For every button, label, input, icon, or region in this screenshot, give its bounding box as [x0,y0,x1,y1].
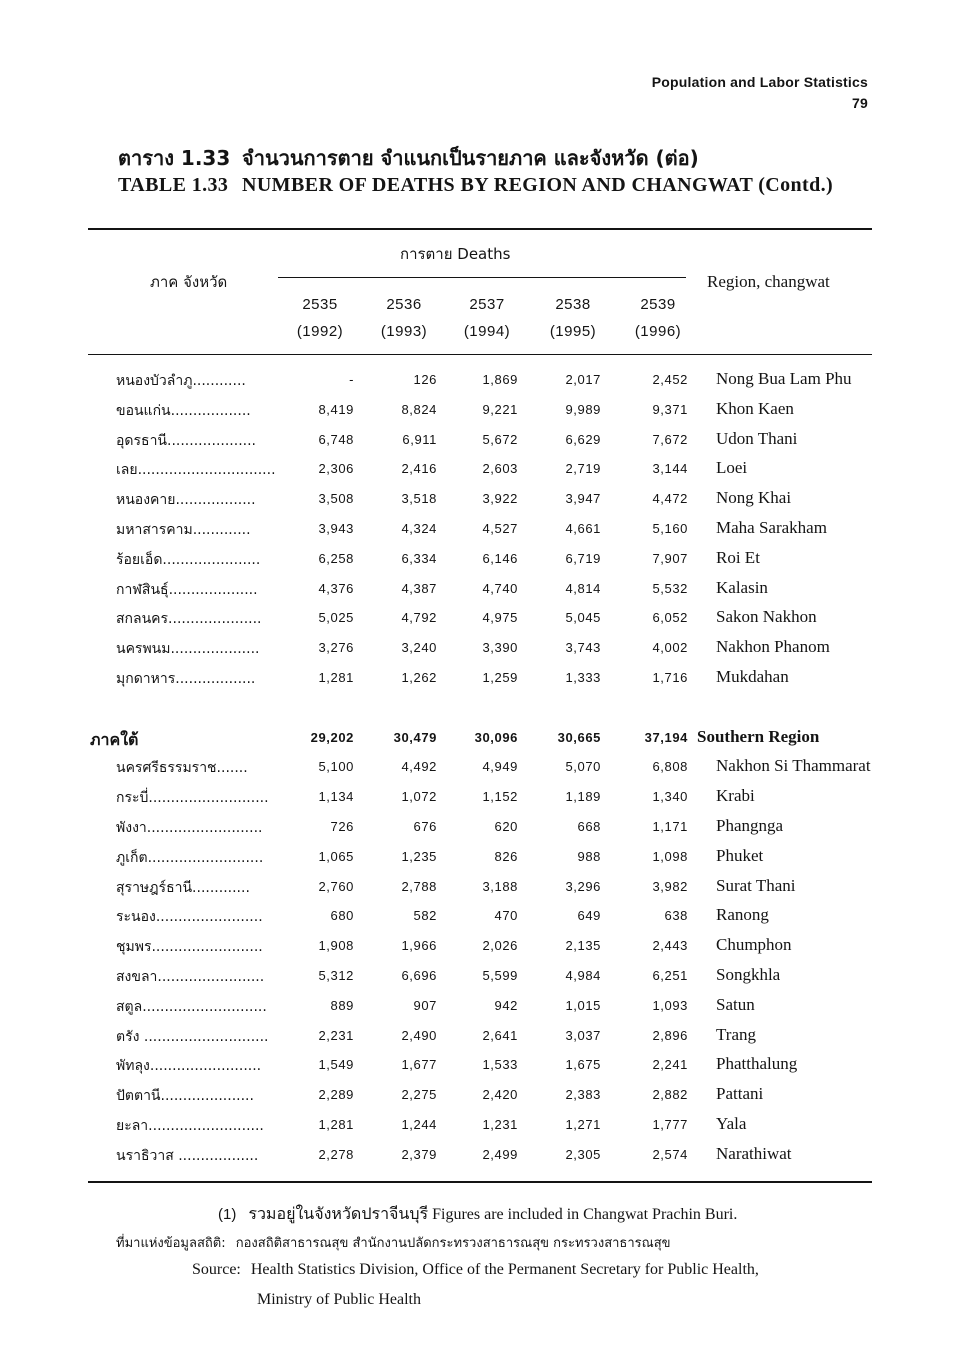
deaths-header: การตาย Deaths [400,245,511,263]
deaths-value-2535: 1,908 [318,938,354,953]
changwat-name-thai: พัทลุง......................... [116,1058,262,1074]
deaths-value-2536: 1,966 [401,938,437,953]
deaths-value-2536: 30,479 [393,730,437,745]
deaths-value-2536: 4,387 [401,581,437,596]
table-row [0,845,966,873]
header-bottom-rule [88,354,872,355]
table-row [0,785,966,813]
table-row [0,815,966,843]
changwat-name-thai: กระบี่........................... [116,790,269,806]
deaths-value-2535: 1,134 [318,789,354,804]
deaths-value-2539: 1,171 [652,819,688,834]
deaths-value-2539: 4,472 [652,491,688,506]
table-row [0,487,966,515]
deaths-value-2538: 1,189 [565,789,601,804]
deaths-value-2537: 1,231 [482,1117,518,1132]
deaths-value-2535: 2,278 [318,1147,354,1162]
source-thai-text: กองสถิติสาธารณสุข สำนักงานปลัดกระทรวงสาธารณสุข กระทรวงสาธารณสุข [235,1236,671,1251]
deaths-value-2536: 1,262 [401,670,437,685]
deaths-value-2536: 2,275 [401,1087,437,1102]
source-english [192,1261,759,1279]
deaths-value-2539: 638 [664,908,688,923]
deaths-value-2539: 4,002 [652,640,688,655]
deaths-value-2538: 4,984 [565,968,601,983]
changwat-name-english: Krabi [716,786,755,805]
changwat-name-thai: มหาสารคาม............. [116,522,251,538]
changwat-name-english: Phuket [716,846,764,865]
deaths-value-2538: 3,037 [565,1028,601,1043]
changwat-name-english: Narathiwat [716,1144,792,1163]
deaths-value-2535: 5,025 [318,610,354,625]
year-ce-1996: (1996) [634,323,682,340]
deaths-value-2536: 6,334 [401,551,437,566]
deaths-value-2536: 4,324 [401,521,437,536]
deaths-value-2538: 2,719 [565,461,601,476]
deaths-value-2535: 3,508 [318,491,354,506]
running-head [652,72,868,114]
deaths-value-2538: 1,333 [565,670,601,685]
table-title-thai-text: จำนวนการตาย จำแนกเป็นรายภาค และจังหวัด (ต่อ) [242,146,699,170]
deaths-value-2536: 8,824 [401,402,437,417]
year-be-2538: 2538 [555,296,591,313]
footnote-text: รวมอยู่ในจังหวัดปราจีนบุรี Figures are included in Changwat Prachin Buri. [248,1206,738,1223]
table-top-rule [88,228,872,230]
deaths-value-2537: 6,146 [482,551,518,566]
deaths-value-2535: 1,281 [318,670,354,685]
deaths-value-2537: 826 [494,849,518,864]
deaths-value-2539: 1,340 [652,789,688,804]
source-thai-label: ที่มาแห่งข้อมูลสถิติ: [116,1236,226,1251]
deaths-value-2539: 1,093 [652,998,688,1013]
changwat-name-english: Chumphon [716,935,792,954]
changwat-name-english: Khon Kaen [716,399,794,418]
source-thai [116,1232,671,1253]
changwat-name-english: Nakhon Phanom [716,637,830,656]
deaths-value-2539: 2,574 [652,1147,688,1162]
deaths-value-2535: 1,281 [318,1117,354,1132]
table-row [0,1113,966,1141]
deaths-value-2536: 1,235 [401,849,437,864]
source-english-line-1: Health Statistics Division, Office of the Permanent Secretary for Public Health, [250,1261,759,1278]
deaths-value-2538: 2,305 [565,1147,601,1162]
footnote-marker: (1) [218,1206,237,1223]
table-row [0,517,966,545]
deaths-value-2536: 1,244 [401,1117,437,1132]
table-row [0,1053,966,1081]
deaths-value-2538: 3,947 [565,491,601,506]
table-row [0,577,966,605]
changwat-name-english: Nong Bua Lam Phu [716,369,852,388]
deaths-value-2537: 5,672 [482,432,518,447]
year-be-2539: 2539 [640,296,676,313]
table-row [0,368,966,396]
changwat-name-english: Nong Khai [716,488,792,507]
deaths-value-2536: 1,072 [401,789,437,804]
deaths-value-2539: 2,443 [652,938,688,953]
changwat-name-english: Surat Thani [716,876,796,895]
deaths-value-2538: 9,989 [565,402,601,417]
changwat-name-thai: ระนอง........................ [116,909,263,925]
changwat-name-english: Maha Sarakham [716,518,827,537]
deaths-value-2535: 5,100 [318,759,354,774]
deaths-value-2538: 1,271 [565,1117,601,1132]
table-row [0,636,966,664]
deaths-value-2538: 4,661 [565,521,601,536]
deaths-value-2538: 649 [577,908,601,923]
deaths-value-2535: 3,943 [318,521,354,536]
deaths-value-2536: 676 [413,819,437,834]
deaths-value-2536: 2,788 [401,879,437,894]
deaths-value-2535: 2,289 [318,1087,354,1102]
deaths-value-2536: 3,518 [401,491,437,506]
table-row [0,398,966,426]
changwat-name-english: Loei [716,458,748,477]
deaths-value-2539: 9,371 [652,402,688,417]
deaths-value-2539: 6,052 [652,610,688,625]
changwat-name-thai: ปัตตานี..................... [116,1088,254,1104]
deaths-value-2537: 4,949 [482,759,518,774]
changwat-name-thai: พังงา.......................... [116,820,263,836]
changwat-name-thai: ชุมพร......................... [116,939,263,955]
deaths-value-2538: 5,045 [565,610,601,625]
deaths-value-2539: 37,194 [644,730,688,745]
deaths-value-2537: 1,869 [482,372,518,387]
changwat-name-thai: อุดรธานี.................... [116,433,256,449]
table-row [0,934,966,962]
deaths-value-2535: 2,306 [318,461,354,476]
deaths-value-2538: 988 [577,849,601,864]
region-row [0,726,966,754]
table-row [0,904,966,932]
changwat-name-thai: ตรัง ............................ [116,1029,269,1045]
deaths-value-2537: 1,259 [482,670,518,685]
deaths-span-rule [278,277,686,278]
deaths-value-2538: 2,017 [565,372,601,387]
deaths-value-2539: 7,907 [652,551,688,566]
deaths-value-2539: 3,982 [652,879,688,894]
changwat-name-thai: กาฬสินธุ์.................... [116,582,258,598]
deaths-value-2535: 1,065 [318,849,354,864]
changwat-name-english: Trang [716,1025,756,1044]
deaths-value-2537: 30,096 [474,730,518,745]
changwat-name-thai: เลย............................... [116,462,276,478]
deaths-value-2538: 2,135 [565,938,601,953]
deaths-value-2538: 5,070 [565,759,601,774]
changwat-name-thai: นราธิวาส .................. [116,1148,259,1164]
deaths-value-2537: 4,527 [482,521,518,536]
deaths-value-2539: 2,241 [652,1057,688,1072]
deaths-value-2538: 3,743 [565,640,601,655]
deaths-value-2537: 942 [494,998,518,1013]
deaths-value-2535: 726 [330,819,354,834]
year-ce-1994: (1994) [463,323,511,340]
table-row [0,755,966,783]
deaths-value-2535: 1,549 [318,1057,354,1072]
deaths-value-2539: 1,098 [652,849,688,864]
deaths-value-2539: 1,777 [652,1117,688,1132]
deaths-value-2535: 3,276 [318,640,354,655]
table-title-english [118,174,833,197]
deaths-value-2536: 6,696 [401,968,437,983]
table-row [0,875,966,903]
page-number: 79 [852,95,868,111]
deaths-value-2535: 4,376 [318,581,354,596]
deaths-value-2539: 3,144 [652,461,688,476]
year-be-2537: 2537 [469,296,505,313]
deaths-value-2536: 582 [413,908,437,923]
table-row [0,606,966,634]
changwat-name-english: Roi Et [716,548,760,567]
publication-name: Population and Labor Statistics [651,74,868,90]
deaths-value-2536: 907 [413,998,437,1013]
deaths-value-2535: 889 [330,998,354,1013]
year-be-2536: 2536 [386,296,422,313]
deaths-value-2535: 2,760 [318,879,354,894]
changwat-name-thai: สกลนคร..................... [116,611,262,627]
deaths-value-2537: 2,026 [482,938,518,953]
changwat-name-english: Ranong [716,905,769,924]
table-row [0,1083,966,1111]
changwat-name-english: Kalasin [716,578,768,597]
deaths-value-2538: 1,675 [565,1057,601,1072]
deaths-value-2537: 3,922 [482,491,518,506]
deaths-value-2536: 3,240 [401,640,437,655]
table-title-english-text: NUMBER OF DEATHS BY REGION AND CHANGWAT (Contd.) [242,174,834,196]
changwat-name-english: Satun [716,995,755,1014]
footnote-1 [218,1202,737,1227]
changwat-name-english: Phatthalung [716,1054,798,1073]
changwat-name-thai: ยะลา.......................... [116,1118,264,1134]
changwat-name-thai: หนองคาย.................. [116,492,256,508]
changwat-name-english: Mukdahan [716,667,789,686]
deaths-value-2539: 6,808 [652,759,688,774]
changwat-name-english: Udon Thani [716,429,798,448]
deaths-value-2538: 6,629 [565,432,601,447]
deaths-value-2536: 4,792 [401,610,437,625]
changwat-name-english: Phangnga [716,816,784,835]
deaths-value-2535: 29,202 [310,730,354,745]
year-ce-1992: (1992) [296,323,344,340]
deaths-value-2539: 5,532 [652,581,688,596]
deaths-value-2535: 2,231 [318,1028,354,1043]
thai-region-header: ภาค จังหวัด [150,273,228,291]
deaths-value-2539: 2,882 [652,1087,688,1102]
table-row [0,994,966,1022]
deaths-value-2536: 2,490 [401,1028,437,1043]
changwat-name-thai: สุราษฎร์ธานี............. [116,880,250,896]
table-title-thai [118,142,699,174]
deaths-value-2537: 2,641 [482,1028,518,1043]
year-ce-1993: (1993) [380,323,428,340]
year-be-2535: 2535 [302,296,338,313]
source-english-line-2: Ministry of Public Health [257,1291,421,1308]
deaths-value-2536: 4,492 [401,759,437,774]
deaths-value-2535: 6,258 [318,551,354,566]
table-row [0,666,966,694]
changwat-name-thai: สตูล............................ [116,999,267,1015]
deaths-value-2537: 1,152 [482,789,518,804]
deaths-value-2536: 2,416 [401,461,437,476]
changwat-name-english: Nakhon Si Thammarat [716,756,871,775]
deaths-value-2537: 3,188 [482,879,518,894]
deaths-value-2539: 2,452 [652,372,688,387]
table-number-thai: ตาราง 1.33 [118,146,231,170]
changwat-name-thai: นครพนม.................... [116,641,260,657]
deaths-value-2537: 1,533 [482,1057,518,1072]
changwat-name-thai: ภูเก็ต.......................... [116,850,264,866]
changwat-name-thai: ร้อยเอ็ด...................... [116,552,261,568]
changwat-name-thai: หนองบัวลำภู............ [116,373,246,389]
deaths-value-2537: 9,221 [482,402,518,417]
changwat-name-thai: ขอนแก่น.................. [116,403,251,419]
table-number-english: TABLE 1.33 [118,174,229,196]
source-english-label: Source: [192,1261,241,1278]
table-bottom-rule [88,1181,872,1183]
table-row [0,1024,966,1052]
deaths-value-2539: 7,672 [652,432,688,447]
deaths-value-2536: 2,379 [401,1147,437,1162]
changwat-name-english: Sakon Nakhon [716,607,817,626]
deaths-value-2538: 2,383 [565,1087,601,1102]
table-row [0,964,966,992]
english-region-header: Region, changwat [707,272,830,291]
deaths-value-2537: 470 [494,908,518,923]
deaths-value-2538: 3,296 [565,879,601,894]
deaths-value-2535: 6,748 [318,432,354,447]
deaths-value-2535: 680 [330,908,354,923]
deaths-value-2535: 8,419 [318,402,354,417]
deaths-value-2538: 4,814 [565,581,601,596]
table-row [0,547,966,575]
deaths-value-2536: 126 [413,372,437,387]
deaths-value-2539: 5,160 [652,521,688,536]
deaths-value-2537: 4,740 [482,581,518,596]
deaths-value-2539: 6,251 [652,968,688,983]
deaths-value-2539: 2,896 [652,1028,688,1043]
deaths-value-2537: 3,390 [482,640,518,655]
deaths-value-2537: 2,420 [482,1087,518,1102]
deaths-value-2536: 6,911 [402,432,437,447]
deaths-value-2538: 1,015 [565,998,601,1013]
deaths-value-2538: 30,665 [557,730,601,745]
deaths-value-2537: 2,603 [482,461,518,476]
deaths-value-2537: 620 [494,819,518,834]
deaths-value-2537: 5,599 [482,968,518,983]
changwat-name-thai: สงขลา........................ [116,969,265,985]
changwat-name-thai: มุกดาหาร.................. [116,671,256,687]
deaths-value-2538: 6,719 [565,551,601,566]
table-row [0,1143,966,1171]
deaths-value-2535: 5,312 [318,968,354,983]
changwat-name-english: Pattani [716,1084,764,1103]
changwat-name-thai: นครศรีธรรมราช....... [116,760,248,776]
table-row [0,428,966,456]
deaths-value-2537: 2,499 [482,1147,518,1162]
changwat-name-english: Yala [716,1114,747,1133]
deaths-value-2538: 668 [577,819,601,834]
changwat-name-english: Southern Region [697,727,820,746]
deaths-value-2539: 1,716 [652,670,688,685]
year-ce-1995: (1995) [549,323,597,340]
deaths-value-2537: 4,975 [482,610,518,625]
deaths-value-2536: 1,677 [401,1057,437,1072]
changwat-name-thai: ภาคใต้ [90,730,139,749]
changwat-name-english: Songkhla [716,965,781,984]
deaths-value-2535: - [349,372,354,387]
table-row [0,457,966,485]
